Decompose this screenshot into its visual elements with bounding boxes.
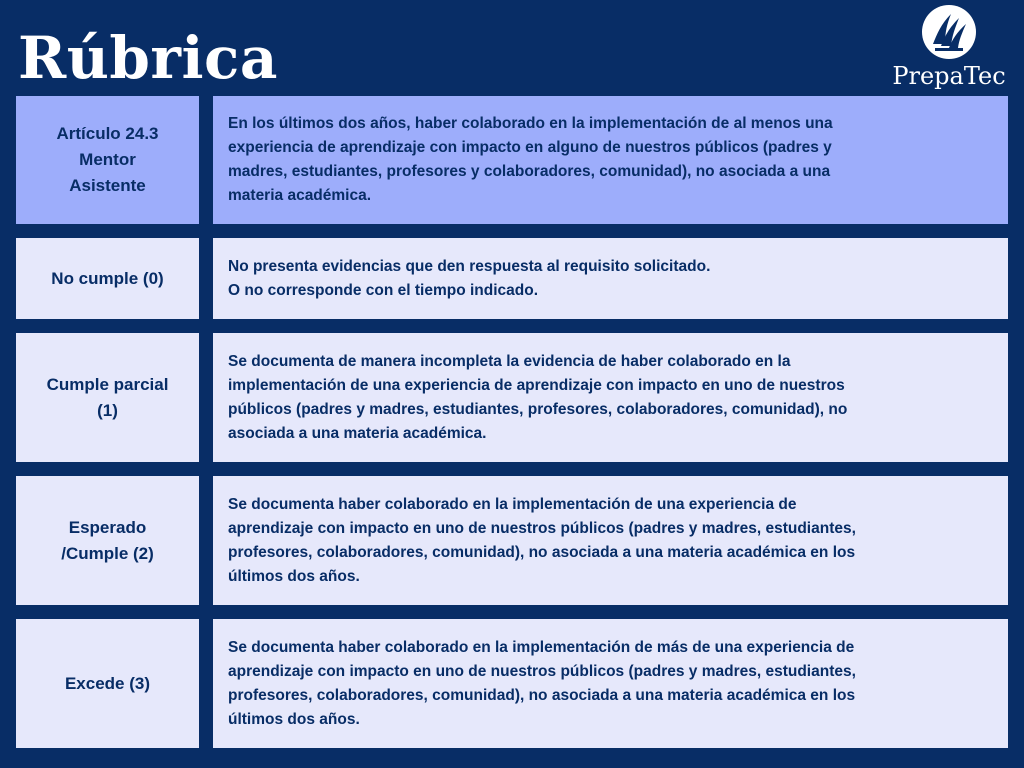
rubric-row-esperado [16,476,1008,605]
level-label [16,619,199,748]
level-label-text: Esperado /Cumple (2) [61,517,154,563]
flame-torch-icon [921,4,977,60]
level-label [16,238,199,319]
prepatec-logo [884,4,1014,96]
level-label-text: No cumple (0) [51,268,164,288]
rubric-header-row [16,96,1008,224]
article-label-text: Artículo 24.3 Mentor Asistente [56,124,159,195]
level-description [213,333,1008,462]
level-description-text: Se documenta haber colaborado en la implementación de una experiencia de aprendizaje con impacto en uno de nuestros públicos (padres y madres, estudiantes, profesores, colaboradores, comunidad), no asociada a una materia académica en los últimos dos años. [228,495,856,585]
level-label-text: Cumple parcial (1) [46,374,169,420]
level-label [16,333,199,462]
article-label [16,96,199,224]
level-description [213,619,1008,748]
level-description [213,476,1008,605]
level-description [213,238,1008,319]
page-title: Rúbrica [18,24,278,92]
level-description-text: Se documenta de manera incompleta la evidencia de haber colaborado en la implementación de una experiencia de aprendizaje con impacto en uno de nuestros públicos (padres y madres, estudiantes, profesores, colaboradores, comunidad), no asociada a una materia académica. [228,352,848,442]
rubric-row-cumple-parcial [16,333,1008,462]
requirement-description [213,96,1008,224]
brand-name: PrepaTec [892,62,1006,90]
level-description-text: Se documenta haber colaborado en la implementación de más de una experiencia de aprendizaje con impacto en uno de nuestros públicos (padres y madres, estudiantes, profesores, colaboradores, comunidad), no asociada a una materia académica en los últimos dos años. [228,638,856,728]
rubric-row-no-cumple [16,238,1008,319]
rubric-row-excede [16,619,1008,748]
level-label-text: Excede (3) [64,673,151,693]
requirement-text: En los últimos dos años, haber colaborado en la implementación de al menos una experiencia de aprendizaje con impacto en alguno de nuestros públicos (padres y madres, estudiantes, profesores y colaboradores, comunidad), no asociada a una materia académica. [228,115,833,204]
level-description-text: No presenta evidencias que den respuesta al requisito solicitado. O no corresponde con el tiempo indicado. [228,257,711,299]
level-label [16,476,199,605]
